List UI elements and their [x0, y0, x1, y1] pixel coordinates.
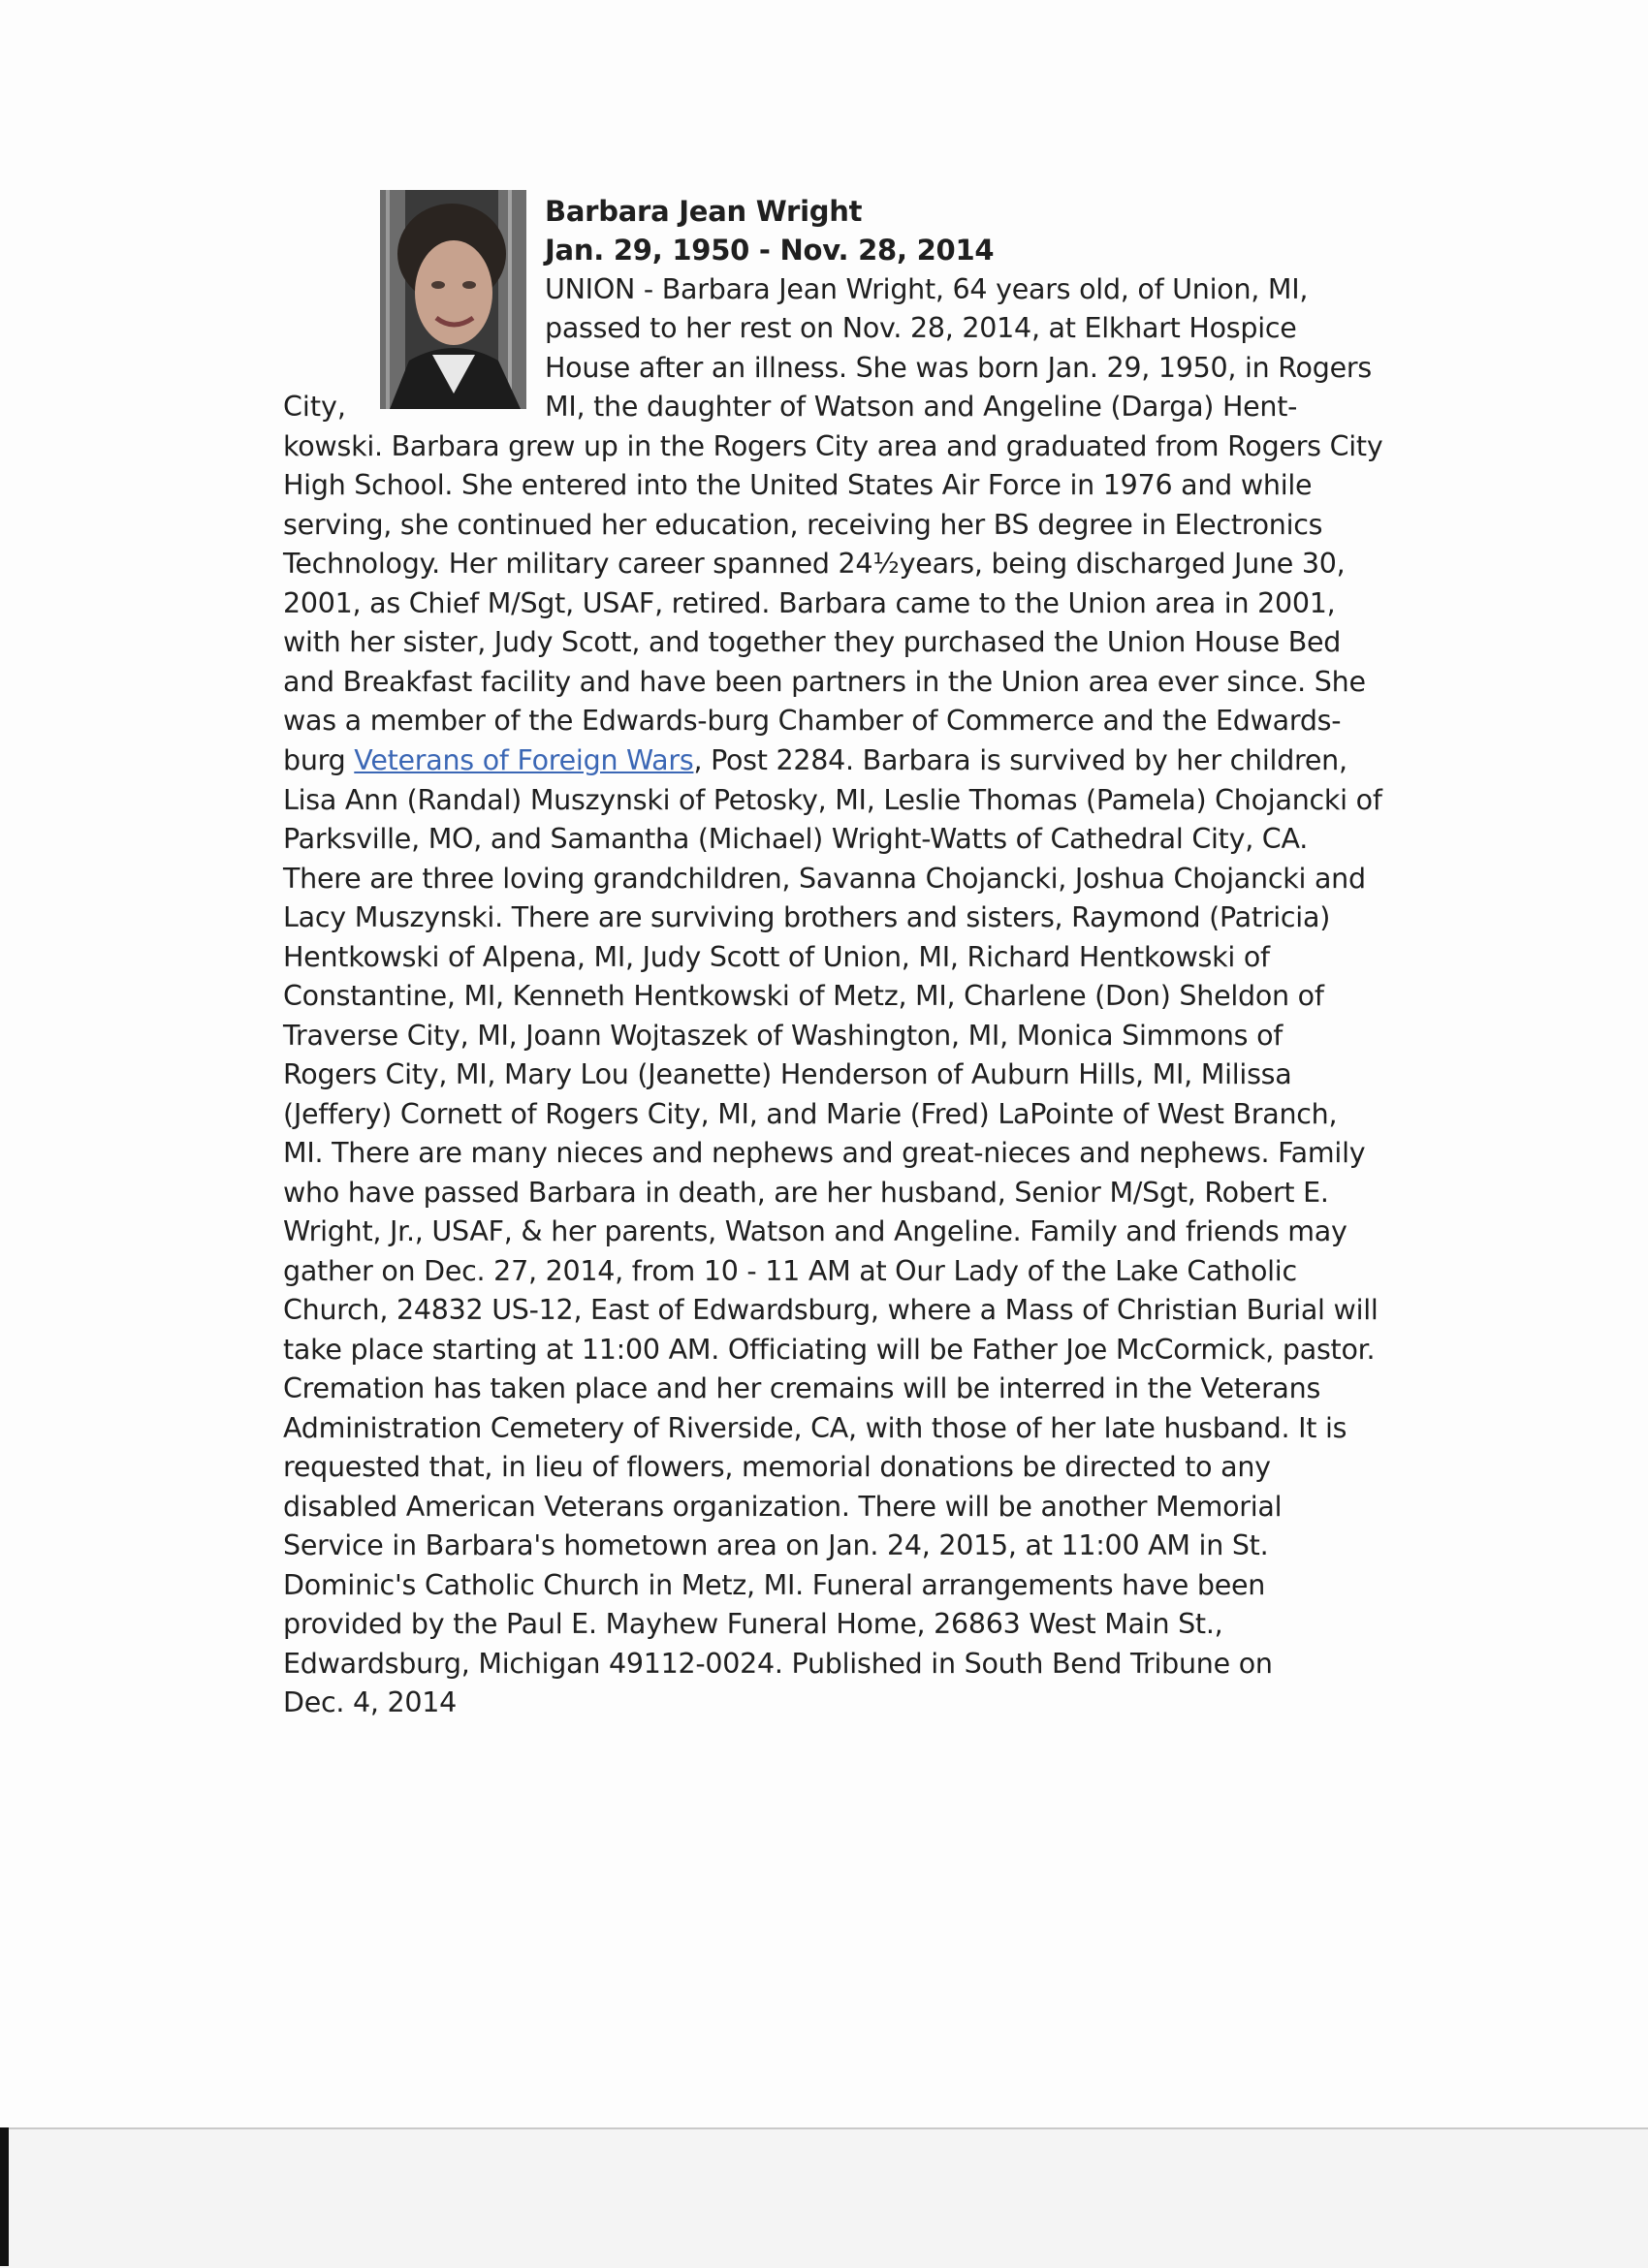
obituary-line: kowski. Barbara grew up in the Rogers City area and graduated from Rogers City [283, 430, 1383, 462]
obituary-line: High School. She entered into the United States Air Force in 1976 and while [283, 469, 1313, 501]
obituary-line: House after an illness. She was born Jan. 29, 1950, in Rogers [545, 352, 1372, 384]
obituary-dates: Jan. 29, 1950 - Nov. 28, 2014 [545, 234, 995, 267]
obituary-line: Constantine, MI, Kenneth Hentkowski of Metz, MI, Charlene (Don) Sheldon of [283, 980, 1324, 1012]
obituary-line: MI. There are many nieces and nephews and great-nieces and nephews. Family [283, 1137, 1366, 1169]
obituary-line: 2001, as Chief M/Sgt, USAF, retired. Barbara came to the Union area in 2001, [283, 587, 1336, 619]
obituary-line: UNION - Barbara Jean Wright, 64 years old, of Union, MI, [545, 273, 1309, 305]
obituary-line: was a member of the Edwards-burg Chamber of Commerce and the Edwards- [283, 705, 1342, 737]
link-line-suffix: , Post 2284. Barbara is survived by her children, [693, 744, 1347, 776]
obituary-name: Barbara Jean Wright [545, 195, 863, 228]
obituary-line: take place starting at 11:00 AM. Officiating will be Father Joe McCormick, pastor. [283, 1334, 1376, 1366]
obituary-link-line [283, 741, 1347, 780]
link-line-prefix: burg [283, 744, 355, 776]
obituary-line: Service in Barbara's hometown area on Jan. 24, 2015, at 11:00 AM in St. [283, 1529, 1269, 1561]
obituary-line: There are three loving grandchildren, Savanna Chojancki, Joshua Chojancki and [283, 863, 1366, 895]
obituary-line: Cremation has taken place and her cremains will be interred in the Veterans [283, 1372, 1321, 1404]
obituary-line: provided by the Paul E. Mayhew Funeral Home, 26863 West Main St., [283, 1608, 1223, 1640]
obituary-line: Administration Cemetery of Riverside, CA, with those of her late husband. It is [283, 1412, 1347, 1444]
obituary-city-prefix: City, [283, 391, 346, 423]
obituary-line: with her sister, Judy Scott, and together they purchased the Union House Bed [283, 626, 1342, 658]
obituary-line: serving, she continued her education, receiving her BS degree in Electronics [283, 509, 1323, 541]
obituary-line: Technology. Her military career spanned 24½years, being discharged June 30, [283, 548, 1346, 580]
obituary-line: (Jeffery) Cornett of Rogers City, MI, and Marie (Fred) LaPointe of West Branch, [283, 1098, 1338, 1130]
obituary-line: Rogers City, MI, Mary Lou (Jeanette) Henderson of Auburn Hills, MI, Milissa [283, 1058, 1292, 1090]
obituary-line: and Breakfast facility and have been partners in the Union area ever since. She [283, 666, 1366, 698]
obituary-line: Traverse City, MI, Joann Wojtaszek of Washington, MI, Monica Simmons of [283, 1020, 1284, 1052]
obituary-line: requested that, in lieu of flowers, memorial donations be directed to any [283, 1451, 1271, 1483]
scanner-shadow-mark [0, 2127, 9, 2266]
obituary-line: Church, 24832 US-12, East of Edwardsburg, where a Mass of Christian Burial will [283, 1294, 1379, 1326]
obituary-line: Edwardsburg, Michigan 49112-0024. Published in South Bend Tribune on [283, 1648, 1273, 1680]
obituary-line: gather on Dec. 27, 2014, from 10 - 11 AM at Our Lady of the Lake Catholic [283, 1255, 1297, 1287]
obituary-line: Hentkowski of Alpena, MI, Judy Scott of Union, MI, Richard Hentkowski of [283, 941, 1270, 973]
obituary-line: Dec. 4, 2014 [283, 1686, 458, 1718]
scanner-bed-edge [0, 2127, 1648, 2268]
portrait-photo [380, 190, 526, 409]
obituary-line: Dominic's Catholic Church in Metz, MI. Funeral arrangements have been [283, 1569, 1266, 1601]
obituary-line: MI, the daughter of Watson and Angeline (Darga) Hent- [545, 391, 1298, 423]
obituary-line: Lisa Ann (Randal) Muszynski of Petosky, MI, Leslie Thomas (Pamela) Chojancki of [283, 784, 1382, 816]
obituary-line: Wright, Jr., USAF, & her parents, Watson and Angeline. Family and friends may [283, 1215, 1347, 1247]
obituary-line: Parksville, MO, and Samantha (Michael) Wright-Watts of Cathedral City, CA. [283, 823, 1309, 855]
obituary-line: Lacy Muszynski. There are surviving brothers and sisters, Raymond (Patricia) [283, 901, 1331, 933]
obituary-line: passed to her rest on Nov. 28, 2014, at Elkhart Hospice [545, 312, 1297, 344]
obituary-line: disabled American Veterans organization. There will be another Memorial [283, 1491, 1283, 1523]
veterans-of-foreign-wars-link[interactable]: Veterans of Foreign Wars [354, 744, 694, 776]
obituary-line: who have passed Barbara in death, are her husband, Senior M/Sgt, Robert E. [283, 1177, 1329, 1209]
